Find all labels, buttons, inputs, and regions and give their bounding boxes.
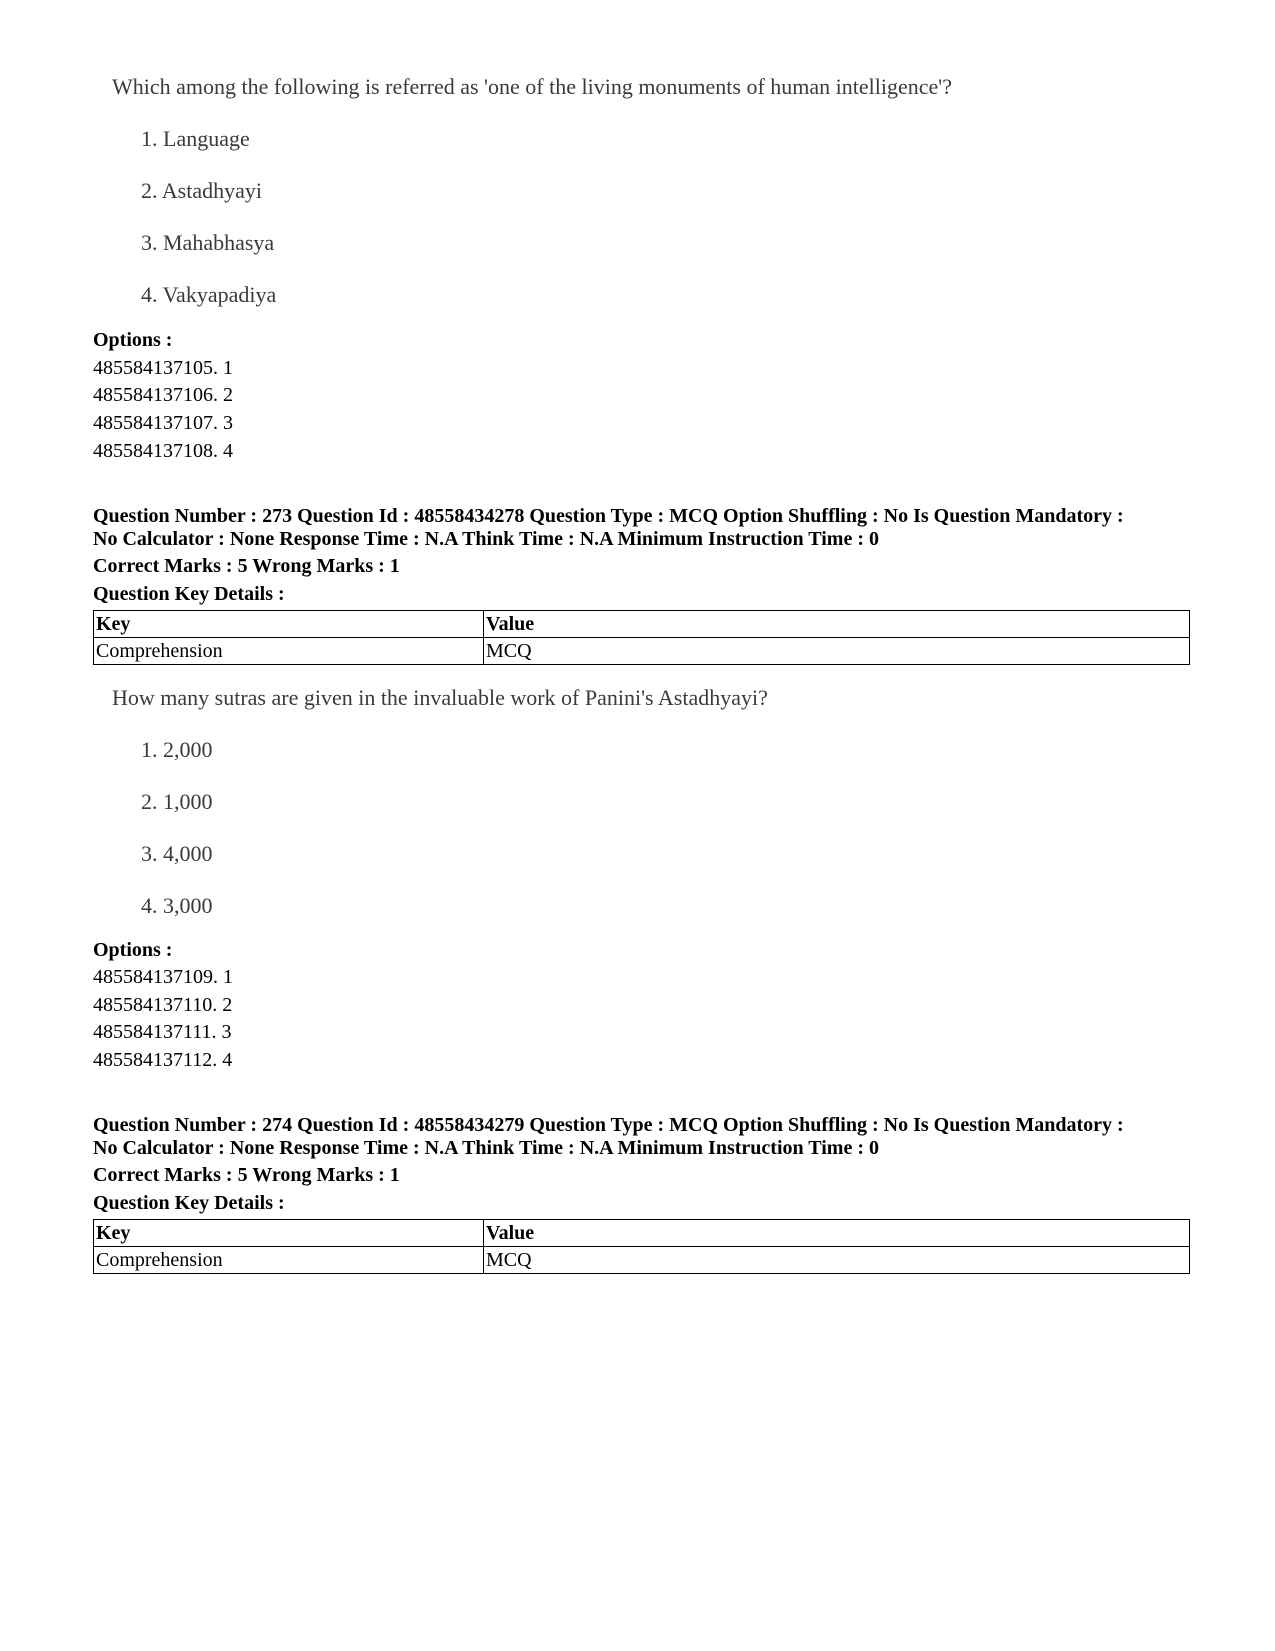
choice-item: 4. 3,000 <box>141 893 213 918</box>
choice-item: 1. 2,000 <box>141 737 213 762</box>
table-header-key: Key <box>94 611 484 638</box>
table-row <box>94 638 1190 665</box>
choice-item: 2. 1,000 <box>141 789 213 814</box>
question-meta-line1: Question Number : 273 Question Id : 48558434278 Question Type : MCQ Option Shuffling : No Is Question Mandatory : <box>93 505 1124 527</box>
option-line: 485584137109. 1 <box>93 966 233 988</box>
option-line: 485584137110. 2 <box>93 994 233 1016</box>
table-cell-key: Comprehension <box>94 638 484 665</box>
key-value-table <box>93 610 1190 665</box>
question-text: Which among the following is referred as 'one of the living monuments of human intelligence'? <box>112 74 953 99</box>
table-cell-value: MCQ <box>484 638 1190 665</box>
key-details-label: Question Key Details : <box>93 1192 285 1214</box>
table-header-value: Value <box>484 1220 1190 1247</box>
option-line: 485584137107. 3 <box>93 412 233 434</box>
option-line: 485584137105. 1 <box>93 357 233 379</box>
key-details-label: Question Key Details : <box>93 583 285 605</box>
question-meta-line1: Question Number : 274 Question Id : 48558434279 Question Type : MCQ Option Shuffling : No Is Question Mandatory : <box>93 1114 1124 1136</box>
question-meta-line2: No Calculator : None Response Time : N.A Think Time : N.A Minimum Instruction Time : 0 <box>93 528 879 550</box>
table-header-value: Value <box>484 611 1190 638</box>
options-label: Options : <box>93 329 173 351</box>
choice-item: 3. 4,000 <box>141 841 213 866</box>
choice-item: 2. Astadhyayi <box>141 178 262 203</box>
question-text: How many sutras are given in the invaluable work of Panini's Astadhyayi? <box>112 685 768 710</box>
option-line: 485584137106. 2 <box>93 384 233 406</box>
marks-line: Correct Marks : 5 Wrong Marks : 1 <box>93 555 400 577</box>
table-cell-key: Comprehension <box>94 1247 484 1274</box>
choice-item: 3. Mahabhasya <box>141 230 275 255</box>
option-line: 485584137111. 3 <box>93 1021 232 1043</box>
table-header-row <box>94 611 1190 638</box>
table-row <box>94 1247 1190 1274</box>
table-header-row <box>94 1220 1190 1247</box>
option-line: 485584137112. 4 <box>93 1049 233 1071</box>
options-label: Options : <box>93 939 173 961</box>
choice-item: 4. Vakyapadiya <box>141 282 277 307</box>
table-cell-value: MCQ <box>484 1247 1190 1274</box>
table-header-key: Key <box>94 1220 484 1247</box>
key-value-table <box>93 1219 1190 1274</box>
option-line: 485584137108. 4 <box>93 440 233 462</box>
marks-line: Correct Marks : 5 Wrong Marks : 1 <box>93 1164 400 1186</box>
choice-item: 1. Language <box>141 126 250 151</box>
question-meta-line2: No Calculator : None Response Time : N.A Think Time : N.A Minimum Instruction Time : 0 <box>93 1137 879 1159</box>
